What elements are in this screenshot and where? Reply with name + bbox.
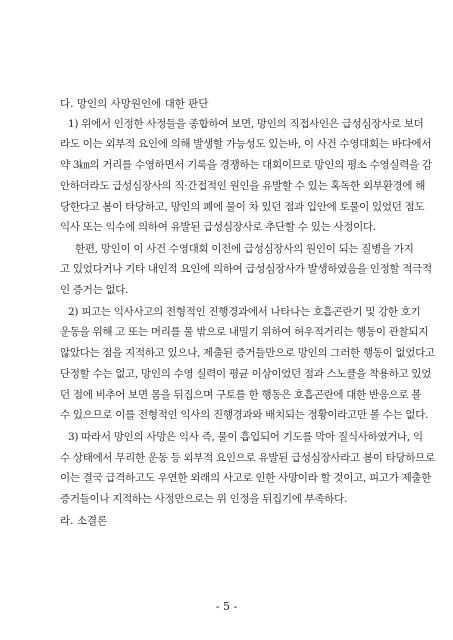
paragraph-2-line: 인 증거는 없다.: [60, 284, 129, 296]
paragraph-4-line: 이는 결국 급격하고도 우연한 외래의 사고로 인한 사망이라 할 것이고, 피고가 제출한: [60, 472, 432, 484]
paragraph-1-line: 약 3㎞의 거리를 수영하면서 기록을 경쟁하는 대회이므로 망인의 평소 수영실력을 감: [60, 159, 432, 171]
paragraph-3-line: 운동을 위해 고 또는 머리를 물 밖으로 내밀기 위하여 허우적거리는 행동이 관찰되지: [60, 326, 429, 338]
paragraph-3-line: 2) 피고는 익사사고의 전형적인 진행경과에서 나타나는 호흡곤란기 및 강한 호기: [68, 306, 421, 318]
page-number: - 5 -: [215, 600, 238, 613]
paragraph-3-line: 수 있으므로 이를 전형적인 익사의 진행경과와 배치되는 정황이라고만 볼 수는 없다.: [60, 409, 429, 421]
section-heading-c: 다. 망인의 사망원인에 대한 판단: [60, 98, 209, 110]
paragraph-4-line: 증거들이나 지적하는 사정만으로는 위 인정을 뒤집기에 부족하다.: [60, 493, 348, 505]
paragraph-1-line: 안하더라도 급성심장사의 직·간접적인 원인을 유발할 수 있는 혹독한 외부환경에 해: [60, 180, 426, 192]
paragraph-1-line: 당한다고 봄이 타당하고, 망인의 폐에 물이 차 있던 점과 입안에 토물이 있었던 점도: [60, 201, 425, 213]
paragraph-1-line: 라도 이는 외부적 요인에 의해 발생할 가능성도 있는바, 이 사건 수영대회는 바다에서: [60, 138, 432, 150]
paragraph-3-line: 던 점에 비추어 보면 몸을 뒤집으며 구토를 한 행동은 호흡곤란에 대한 반응으로 볼: [60, 389, 422, 401]
paragraph-4-line: 수 상태에서 무리한 운동 등 외부적 요인으로 유발된 급성심장사라고 봄이 타당하므로: [60, 452, 435, 464]
paragraph-3-line: 않았다는 점을 지적하고 있으나, 제출된 증거들만으로 망인의 그러한 행동이 없었다고: [60, 347, 435, 359]
paragraph-2-line: 한편, 망인이 이 사건 수영대회 이전에 급성심장사의 원인이 되는 질병을 가지: [75, 243, 414, 255]
paragraph-4-line: 3) 따라서 망인의 사망은 익사 즉, 물이 흡입되어 기도를 막아 질식사하였거나, 익: [68, 431, 423, 443]
paragraph-1-line: 익사 또는 익수에 의하여 유발된 급성심장사로 추단할 수 있는 사정이다.: [60, 221, 376, 233]
paragraph-3-line: 단정할 수는 없고, 망인의 수영 실력이 평균 이상이었던 점과 스노클을 착용하고 있었: [60, 368, 432, 380]
section-heading-d: 라. 소결론: [60, 515, 108, 527]
paragraph-1-line: 1) 위에서 인정한 사정들을 종합하여 보면, 망인의 직접사인은 급성심장사로 보더: [68, 118, 424, 130]
paragraph-2-line: 고 있었다거나 기타 내인적 요인에 의하여 급성심장사가 발생하였음을 인정할 적극적: [60, 263, 432, 275]
